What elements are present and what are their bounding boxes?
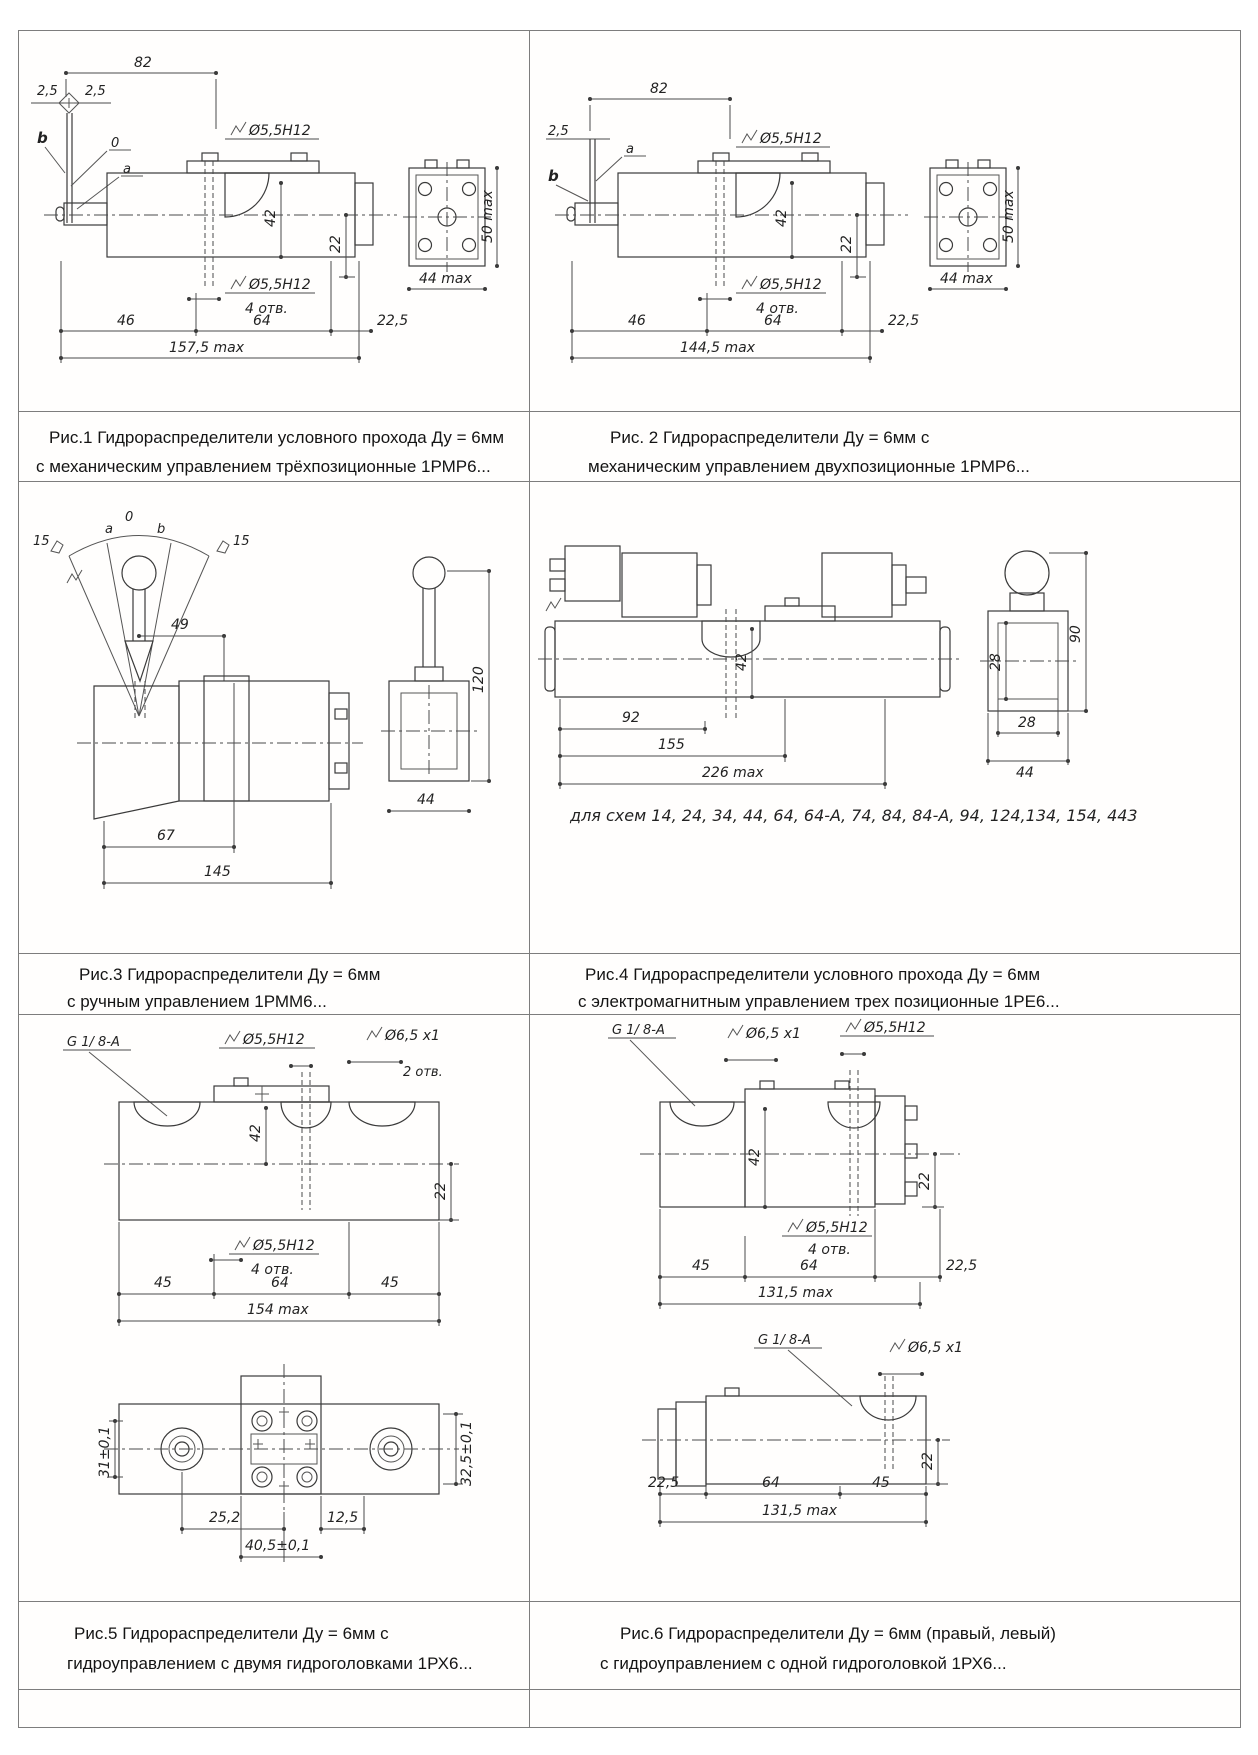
- fig4-dim-155-label: 155: [658, 737, 685, 753]
- fig1-drawing-cell: [19, 31, 529, 411]
- fig6-totalB-label: 131,5 max: [762, 1503, 838, 1519]
- fig5-caption-line2: гидроуправлением с двумя гидроголовками 1РХ6...: [67, 1654, 473, 1673]
- fig5-dim-22-label: 22: [433, 1182, 449, 1200]
- fig4-dim-42: [734, 627, 754, 699]
- fig1-datum-diamond-icon: [31, 84, 111, 113]
- fig4-dim-92-label: 92: [622, 710, 640, 726]
- fig3-valve-body: [77, 676, 363, 819]
- fig1-tol-right-label: 2,5: [85, 84, 106, 99]
- fig5-dim-31-label: 31±0,1: [97, 1426, 113, 1478]
- fig6-dim-22t-label: 22: [917, 1172, 933, 1190]
- fig5-dim-252-label: 25,2: [209, 1510, 241, 1526]
- fig1-zero-label: 0: [111, 136, 120, 151]
- fig1-flange-view: [403, 160, 499, 291]
- fig2-dim-64-label: 64: [764, 313, 782, 329]
- fig5-dim-125-label: 12,5: [327, 1510, 359, 1526]
- fig4-total-label: 226 max: [702, 765, 764, 781]
- fig5-total-label: 154 max: [247, 1302, 309, 1318]
- fig1-hole-callout-top: [225, 122, 319, 139]
- fig1-caption-line1: Рис.1 Гидрораспределители условного прохода Ду = 6мм: [49, 428, 505, 447]
- fig6-top-body: [640, 1070, 960, 1216]
- fig6-totalT-label: 131,5 max: [758, 1285, 834, 1301]
- fig6-bottom-callouts: [754, 1333, 963, 1406]
- fig6-dim-225t-label: 22,5: [946, 1258, 978, 1274]
- fig6-dim-42-label: 42: [747, 1148, 763, 1166]
- fig3-side-view: [381, 557, 491, 813]
- fig4-dim-90-label: 90: [1068, 625, 1084, 643]
- fig6-drawing-cell: [530, 1014, 1240, 1601]
- fig4-side-view: [980, 551, 1088, 781]
- fig6-hole-bottom-label: Ø5,5H12: [806, 1220, 868, 1236]
- fig6-holes4-label: 4 отв.: [808, 1242, 851, 1258]
- fig1-lever-rod: [37, 113, 143, 223]
- fig6-top-dim-22: [917, 1152, 944, 1209]
- drawing-sheet-frame: [18, 30, 1241, 1728]
- fig3-dim-67-label: 67: [157, 828, 175, 844]
- fig2-dim-22: [839, 213, 866, 279]
- fig5-hole-top-label: Ø5,5H12: [243, 1032, 305, 1048]
- fig6-caption: [530, 1601, 1240, 1707]
- fig6-cone-top-label: Ø6,5 x1: [746, 1026, 801, 1042]
- fig3-drawing-cell: [19, 481, 529, 953]
- fig6-cone-bottom-label: Ø6,5 x1: [908, 1340, 963, 1356]
- fig2-tol-label: 2,5: [548, 124, 569, 139]
- fig5-dim-45r-label: 45: [381, 1275, 399, 1291]
- fig2-flange-view: [924, 160, 1020, 291]
- fig1-dim-225-label: 22,5: [377, 313, 409, 329]
- fig6-dim-22b-label: 22: [920, 1452, 936, 1470]
- fig1-valve-body: [44, 153, 397, 289]
- fig6-bottom-body: [642, 1376, 950, 1486]
- fig2-a-label: a: [626, 142, 634, 157]
- fig1-dim-46-label: 46: [117, 313, 135, 329]
- fig1-caption-line2: с механическим управлением трёхпозиционные 1РМР6...: [36, 457, 491, 476]
- fig1-dim-22: [328, 213, 355, 279]
- fig5-mounting-face-view: [97, 1364, 475, 1562]
- fig5-dim-22: [433, 1162, 459, 1222]
- fig1-dim-42: [263, 181, 283, 259]
- fig4-dim-42-label: 42: [734, 653, 750, 671]
- fig2-caption-line1: Рис. 2 Гидрораспределители Ду = 6мм с: [610, 428, 930, 447]
- fig5-hole-bottom-label: Ø5,5H12: [253, 1238, 315, 1254]
- fig5-dim-405-label: 40,5±0,1: [245, 1538, 311, 1554]
- fig5-dim-64-label: 64: [271, 1275, 289, 1291]
- fig1-hole-bottom-label: Ø5,5H12: [249, 277, 311, 293]
- fig2-hole-top-label: Ø5,5H12: [760, 131, 822, 147]
- fig5-dim-42-label: 42: [248, 1124, 264, 1142]
- fig3-dim-145-label: 145: [204, 864, 231, 880]
- fig1-flange-width-label: 44 max: [419, 271, 472, 287]
- fig1-hole-top-label: Ø5,5H12: [249, 123, 311, 139]
- fig5-callouts-top: [63, 1027, 443, 1116]
- fig5-hole-callout-bottom: [209, 1237, 319, 1278]
- fig2-dim-42: [774, 181, 794, 259]
- fig1-holes4-label: 4 отв.: [245, 301, 288, 317]
- fig4-solenoids: [622, 553, 926, 621]
- fig3-dim-49-label: 49: [171, 617, 189, 633]
- fig6-g18-top-label: G 1/ 8-A: [612, 1023, 665, 1038]
- fig1-dim-64-label: 64: [253, 313, 271, 329]
- fig4-bottom-dims: [558, 699, 887, 789]
- fig1-total-label: 157,5 max: [169, 340, 245, 356]
- fig2-dim-42-label: 42: [774, 209, 790, 227]
- fig1-b-label: b: [37, 129, 48, 147]
- fig5-dim-325-label: 32,5±0,1: [459, 1420, 475, 1486]
- fig1-hole-callout-bottom: [187, 276, 315, 317]
- fig2-dim-82-label: 82: [650, 81, 668, 97]
- fig5-drawing-cell: [19, 1014, 529, 1601]
- fig5-caption: [19, 1601, 529, 1707]
- fig3-dim-120-label: 120: [471, 666, 487, 693]
- fig2-flange-width-label: 44 max: [940, 271, 993, 287]
- fig1-a-label: a: [123, 162, 131, 177]
- fig5-dim-42: [248, 1106, 268, 1166]
- fig2-drawing-cell: [530, 31, 1240, 411]
- fig6-dim-225b-label: 22,5: [648, 1475, 680, 1491]
- fig2-holes4-label: 4 отв.: [756, 301, 799, 317]
- fig5-dim-45l-label: 45: [154, 1275, 172, 1291]
- fig3-handle: [122, 556, 156, 721]
- fig5-cone-label: Ø6,5 x1: [385, 1028, 440, 1044]
- fig4-connector-plug: [546, 546, 620, 611]
- fig3-zero-label: 0: [125, 510, 134, 525]
- fig6-g18-bottom-label: G 1/ 8-A: [758, 1333, 811, 1348]
- fig4-caption: [530, 953, 1240, 1022]
- fig6-dim-45b-label: 45: [872, 1475, 890, 1491]
- fig5-caption-line1: Рис.5 Гидрораспределители Ду = 6мм с: [74, 1624, 389, 1643]
- fig6-top-dim-42: [747, 1107, 767, 1209]
- fig2-dim-22-label: 22: [839, 235, 855, 253]
- fig6-dim-64t-label: 64: [800, 1258, 818, 1274]
- fig1-dim-22-label: 22: [328, 235, 344, 253]
- fig6-caption-line2: с гидроуправлением с одной гидроголовкой 1РХ6...: [600, 1654, 1007, 1673]
- fig3-caption: [19, 953, 529, 1022]
- fig4-valve-body: [538, 609, 962, 721]
- fig6-dim-45-label: 45: [692, 1258, 710, 1274]
- fig3-caption-line1: Рис.3 Гидрораспределители Ду = 6мм: [79, 965, 381, 984]
- fig6-hole-callout-bottom: [782, 1219, 872, 1258]
- fig6-bottom-dims: [648, 1475, 928, 1527]
- fig5-holes4-label: 4 отв.: [251, 1262, 294, 1278]
- fig2-dim-225-label: 22,5: [888, 313, 920, 329]
- fig2-bottom-dims: [570, 261, 919, 363]
- fig4-caption-line1: Рис.4 Гидрораспределители условного прохода Ду = 6мм: [585, 965, 1041, 984]
- fig4-dim-28v-label: 28: [988, 653, 1004, 671]
- fig1-dim-42-label: 42: [263, 209, 279, 227]
- fig2-total-label: 144,5 max: [680, 340, 756, 356]
- fig1-bottom-dims: [59, 261, 408, 363]
- fig6-top-callouts: [608, 1019, 934, 1106]
- fig2-hole-callout-bottom: [698, 276, 826, 317]
- fig3-caption-line2: с ручным управлением 1РММ6...: [67, 992, 327, 1011]
- fig6-hole-top-label: Ø5,5H12: [864, 1020, 926, 1036]
- fig6-caption-line1: Рис.6 Гидрораспределители Ду = 6мм (правый, левый): [620, 1624, 1056, 1643]
- fig3-b-label: b: [157, 522, 166, 537]
- fig2-dim-82: [588, 81, 732, 139]
- fig4-drawing-cell: [530, 481, 1240, 953]
- fig6-bottom-dim-22: [920, 1438, 948, 1486]
- fig3-bottom-dims: [102, 683, 333, 889]
- fig4-dim-28h-label: 28: [1018, 715, 1036, 731]
- fig3-swing-fan: [33, 510, 250, 716]
- fig1-dim-82-label: 82: [134, 55, 152, 71]
- fig3-dim-44-label: 44: [417, 792, 435, 808]
- fig4-caption-line2: с электромагнитным управлением трех позиционные 1РЕ6...: [578, 992, 1060, 1011]
- fig2-caption-line2: механическим управлением двухпозиционные 1РМР6...: [588, 457, 1030, 476]
- fig5-body-section: [104, 1072, 459, 1220]
- fig2-hole-callout-top: [736, 130, 830, 147]
- fig5-holes2-label: 2 отв.: [403, 1065, 443, 1080]
- fig6-dim-64b-label: 64: [762, 1475, 780, 1491]
- fig3-deg-right-label: 15: [233, 534, 250, 549]
- fig2-dim-46-label: 46: [628, 313, 646, 329]
- fig2-b-label: b: [548, 167, 559, 185]
- fig5-g18-label: G 1/ 8-A: [67, 1035, 120, 1050]
- fig2-hole-bottom-label: Ø5,5H12: [760, 277, 822, 293]
- fig4-dim-44-label: 44: [1016, 765, 1034, 781]
- fig3-deg-left-label: 15: [33, 534, 50, 549]
- fig1-flange-height-label: 50 max: [480, 190, 496, 243]
- fig1-tol-left-label: 2,5: [37, 84, 58, 99]
- fig3-a-label: a: [105, 522, 113, 537]
- fig2-valve-body: [555, 153, 908, 289]
- fig4-schemes-note: для схем 14, 24, 34, 44, 64, 64-А, 74, 84, 84-А, 94, 124,134, 154, 443: [570, 806, 1138, 825]
- fig2-flange-height-label: 50 max: [1001, 190, 1017, 243]
